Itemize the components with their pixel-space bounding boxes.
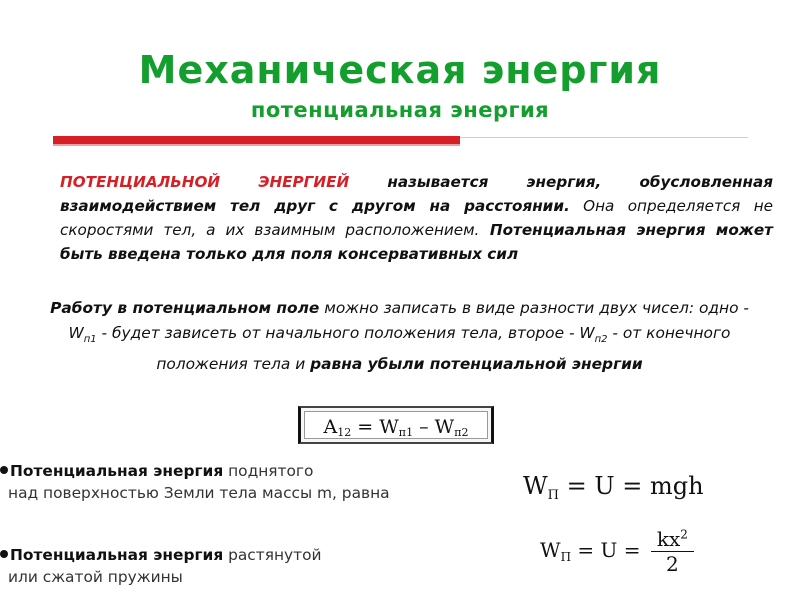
eq-gravity-rest: = U = mgh: [559, 472, 704, 500]
eq-spring-w-sub: П: [560, 550, 572, 564]
bullet-spring-rest: растянутой: [223, 546, 322, 564]
eq-spring-num-text: kx: [656, 527, 681, 551]
slide-title: Механическая энергия: [138, 48, 662, 92]
work-formula: [304, 411, 488, 439]
title-underline-thin: [460, 137, 748, 138]
equation-gravity: [523, 472, 704, 503]
work-formula-minus: – W: [413, 416, 455, 438]
work-formula-lhs-sub: 12: [337, 426, 352, 439]
eq-spring-w: W: [540, 538, 561, 562]
bullet-dot-icon: [0, 550, 8, 558]
work-text-1: можно записать в виде разности двух чисел: одно - W: [68, 299, 749, 342]
work-text-2: - будет зависеть от начального положения тела, второе - W: [96, 324, 595, 342]
eq-spring-denominator: 2: [666, 552, 679, 576]
work-bold-end: равна убыли потенциальной энергии: [310, 355, 643, 373]
bullet-gravity-rest: поднятого: [223, 462, 314, 480]
definition-paragraph: [60, 170, 773, 266]
bullet-gravity: [0, 460, 390, 504]
bullet-spring-line2: или сжатой пружины: [8, 568, 183, 586]
equation-spring: [540, 527, 694, 576]
eq-gravity-w: W: [523, 472, 548, 500]
work-text-3: - от конечного положения тела и: [156, 324, 731, 373]
title-underline-red: [53, 136, 460, 144]
definition-bold-2: Потенциальная энергия может быть введена только для поля консервативных сил: [60, 221, 773, 263]
eq-spring-fraction: [651, 527, 694, 576]
bullet-dot-icon: [0, 466, 8, 474]
bullet-gravity-line2: над поверхностью Земли тела массы m, равна: [8, 484, 390, 502]
work-formula-lhs: A: [323, 416, 338, 438]
title-underline-shadow: [53, 144, 460, 146]
bullet-spring-highlight: Потенциальная энергия: [10, 546, 224, 564]
bullet-spring: [0, 544, 322, 588]
eq-gravity-w-sub: П: [547, 488, 560, 503]
definition-normal: Она определяется не скоростями тел, а их взаимным расположением.: [60, 197, 773, 239]
eq-spring-num-sup: 2: [680, 527, 688, 542]
eq-spring-numerator: [651, 527, 694, 552]
eq-spring-mid: = U =: [571, 538, 647, 562]
work-sub-1: п1: [83, 334, 97, 345]
work-bold-start: Работу в потенциальном поле: [50, 299, 320, 317]
work-formula-sub1: п1: [398, 426, 414, 439]
slide-subtitle: потенциальная энергия: [250, 98, 550, 122]
definition-term: ПОТЕНЦИАЛЬНОЙ ЭНЕРГИЕЙ: [60, 173, 350, 191]
work-formula-sub2: п2: [454, 426, 469, 439]
work-formula-box: [298, 406, 494, 444]
work-paragraph: [42, 296, 757, 377]
work-sub-2: п2: [594, 334, 608, 345]
work-formula-eq: = W: [351, 416, 399, 438]
definition-bold-1: называется энергия, обусловленная взаимодействием тел друг с другом на расстоянии.: [60, 173, 773, 215]
bullet-gravity-highlight: Потенциальная энергия: [10, 462, 224, 480]
